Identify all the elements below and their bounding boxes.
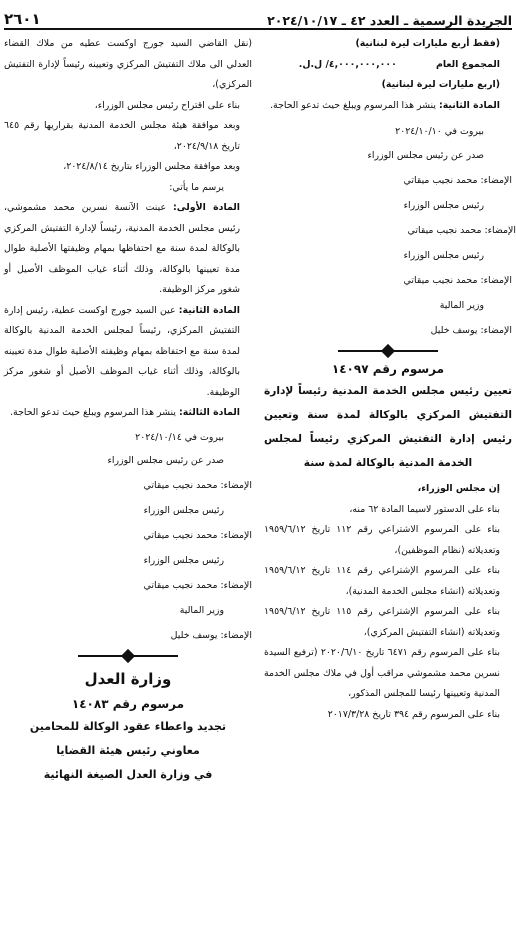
left-finance-title: وزير المالية <box>179 605 224 616</box>
section-divider <box>264 343 512 359</box>
gazette-title: الجريدة الرسمية ـ العدد ٤٢ ـ ٢٠٢٤/١٠/١٧ <box>267 13 512 28</box>
left-pm-title-2: رئيس مجلس الوزراء <box>143 555 224 566</box>
article-3-label: المادة الثالثة: <box>178 407 240 418</box>
basis-6: بناء على المرسوم رقم ٣٩٤ تاريخ ٢٠١٧/٣/٢٨ <box>327 708 500 720</box>
total-label: المجموع العام <box>435 58 500 70</box>
approval-2: وبعد موافقة مجلس الوزراء بتاريخ ٢٠٢٤/٨/١٤، <box>63 161 240 172</box>
pm-title-2: رئيس مجلس الوزراء <box>403 249 484 261</box>
signature-4: الإمضاء: يوسف خليل <box>430 324 512 336</box>
article-1 <box>4 198 252 301</box>
article-2-text: ينشر هذا المرسوم ويبلغ حيث تدعو الحاجة. <box>270 99 436 111</box>
total-line <box>264 55 512 76</box>
article-2 <box>264 96 512 117</box>
approval-1: وبعد موافقة هيئة مجلس الخدمة المدنية بقراريها رقم ٦٤٥ تاريخ ٢٠٢٤/٩/١٨، <box>4 120 240 152</box>
right-column <box>264 34 516 725</box>
amount-words: (فقط أربع مليارات ليرة لبنانية) <box>355 38 500 49</box>
left-decree-title-1: تجديد واعطاء عقود الوكالة للمحامين <box>29 719 227 733</box>
decrees-line: يرسم ما يأتي: <box>169 181 224 193</box>
article-2-left-label: المادة الثانية: <box>178 304 241 316</box>
left-section-divider <box>4 648 252 664</box>
left-signature-2: الإمضاء: محمد نجيب ميقاتي <box>143 530 252 541</box>
basis-3: بناء على المرسوم الإشتراعي رقم ١١٤ تاريخ ١٩٥٩/٦/١٢ وتعديلاته (انشاء مجلس الخدمة المدنية)، <box>264 565 500 597</box>
signature-3: الإمضاء: محمد نجيب ميقاتي <box>403 274 512 286</box>
basis-4: بناء على المرسوم الإشتراعي رقم ١١٥ تاريخ ١٩٥٩/٦/١٢ وتعديلاته (انشاء التفتيش المركزي)، <box>264 606 500 638</box>
left-issued-by: صدر عن رئيس مجلس الوزراء <box>107 455 224 466</box>
left-date-line: بيروت في ٢٠٢٤/١٠/١٤ <box>135 431 224 443</box>
signature-2: الإمضاء: محمد نجيب ميقاتي <box>407 224 516 236</box>
decree-number: مرسوم رقم ١٤٠٩٧ <box>331 361 445 376</box>
basis-2: بناء على المرسوم الاشتراعي رقم ١١٢ تاريخ ١٩٥٩/٦/١٢ وتعديلاته (نظام الموظفين)، <box>264 524 500 556</box>
continued-text: (نقل القاضي السيد جورج اوكست عطيه من ملاك القضاء العدلي الى ملاك التفتيش المركزي وتعيينه رئيساً لإدارة التفتيش المركزي)، <box>4 38 252 90</box>
total-value: ٤,٠٠٠,٠٠٠,٠٠٠/ ل.ل. <box>298 58 397 70</box>
article-2-label: المادة الثانية: <box>438 99 500 111</box>
left-decree-number: مرسوم رقم ١٤٠٨٣ <box>71 697 185 711</box>
left-signature-3: الإمضاء: محمد نجيب ميقاتي <box>143 580 252 591</box>
proposal-line: بناء على اقتراح رئيس مجلس الوزراء، <box>94 99 240 111</box>
left-signature-1: الإمضاء: محمد نجيب ميقاتي <box>143 480 252 491</box>
issued-by: صدر عن رئيس مجلس الوزراء <box>367 149 484 161</box>
left-decree-title-3: في وزارة العدل الصيغة النهائية <box>43 767 213 781</box>
basis-5: بناء على المرسوم رقم ٦٤٧١ تاريخ ٢٠٢٠/٦/١٠ (ترفيع السيدة نسرين محمد مشموشي مراقب أول في ملاك مجلس الخدمة المدنية وتعيينها رئيسا للمجلس المذكور، <box>264 647 500 699</box>
total-words: (اربع مليارات ليرة لبنانية) <box>381 79 500 90</box>
left-pm-title-1: رئيس مجلس الوزراء <box>143 505 224 516</box>
article-1-label: المادة الأولى: <box>173 202 240 213</box>
article-2-left <box>4 301 252 404</box>
council-line: إن مجلس الوزراء، <box>417 483 500 494</box>
article-3-text: ينشر هذا المرسوم ويبلغ حيث تدعو الحاجة. <box>10 407 176 418</box>
basis-1: بناء على الدستور لاسيما المادة ٦٢ منه، <box>349 503 500 515</box>
left-signature-4: الإمضاء: يوسف خليل <box>170 630 252 641</box>
article-1-text: عينت الآنسة نسرين محمد مشموشي، رئيس مجلس الخدمة المدنية، رئيساً لإدارة التفتيش المركزي بالوكالة لمدة سنة مع احتفاظها بمهام وظيفتها الأصلية طوال مدة تعيينها بالوكالة، وذلك أثناء غياب الموظف الأصيل أو شغور مركز الوظيفة. <box>4 202 240 295</box>
page-header <box>4 6 512 30</box>
date-line: بيروت في ٢٠٢٤/١٠/١٠ <box>395 126 484 137</box>
ministry-heading: وزارة العدل <box>84 670 172 688</box>
signature-1: الإمضاء: محمد نجيب ميقاتي <box>403 174 512 186</box>
finance-title: وزير المالية <box>439 299 484 311</box>
left-column <box>4 34 252 787</box>
article-3 <box>4 403 252 424</box>
page-number: ٢٦٠١ <box>4 10 41 28</box>
article-2-left-text: عين السيد جورج اوكست عطية، رئيس إدارة التفتيش المركزي، رئيساً لمجلس الخدمة المدنية بالوكالة لمدة سنة مع احتفاظه بمهام وظيفته الأصلية طوال مدة تعيينه بالوكالة، وذلك أثناء غياب الموظف الأصيل أو شغور مركز الوظيفة. <box>4 304 240 398</box>
left-decree-title-2: معاوني رئيس هيئة القضايا <box>56 743 200 757</box>
decree-title: تعيين رئيس مجلس الخدمة المدنية رئيساً لإدارة التفتيش المركزي بالوكالة لمدة سنة وتعيين رئيس إدارة التفتيش المركزي رئيساً لمجلس الخدمة المدنية بالوكالة لمدة سنة <box>264 385 512 469</box>
pm-title-1: رئيس مجلس الوزراء <box>403 199 484 211</box>
